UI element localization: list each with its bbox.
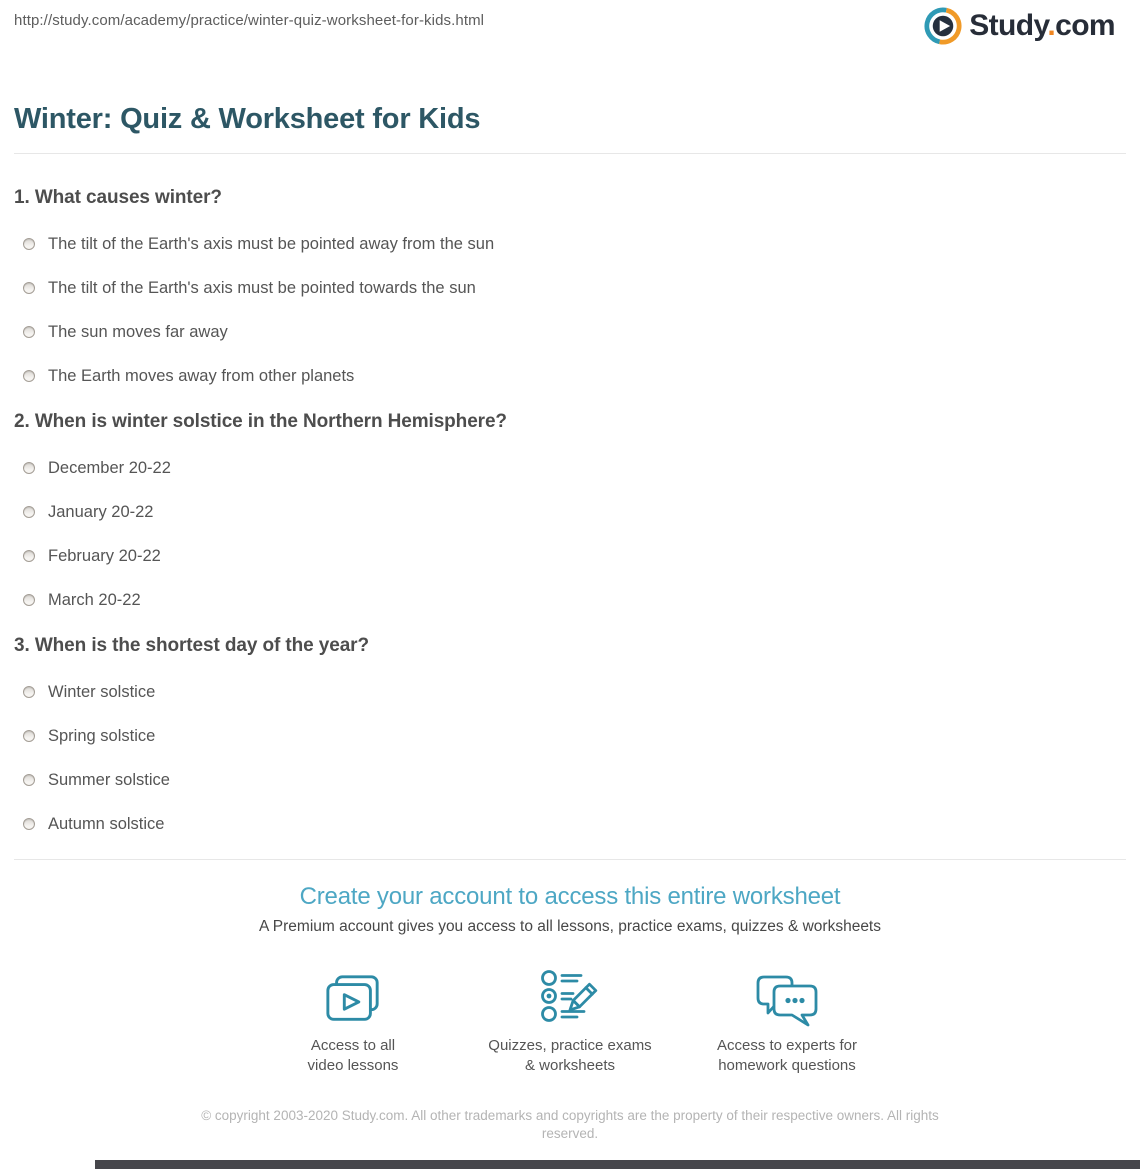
answer-option[interactable] (14, 503, 1126, 521)
radio-button[interactable] (23, 462, 35, 474)
option-label[interactable]: The Earth moves away from other planets (48, 367, 355, 385)
radio-button[interactable] (23, 282, 35, 294)
feature-quizzes-worksheets (462, 971, 679, 1076)
radio-button[interactable] (23, 774, 35, 786)
feature-video-lessons (245, 971, 462, 1076)
answer-option[interactable] (14, 279, 1126, 297)
feature-row (14, 971, 1126, 1076)
option-label[interactable]: Spring solstice (48, 727, 156, 745)
bottom-bar-fragment (95, 1160, 1140, 1169)
create-account-link[interactable]: Create your account to access this entire worksheet (299, 883, 841, 910)
option-label[interactable]: January 20-22 (48, 503, 154, 521)
question-3 (14, 635, 1126, 833)
question-1 (14, 187, 1126, 385)
option-label[interactable]: December 20-22 (48, 459, 171, 477)
logo-dot: . (1047, 9, 1056, 42)
option-label[interactable]: Summer solstice (48, 771, 170, 789)
cta-divider (14, 859, 1126, 860)
answer-option[interactable] (14, 367, 1126, 385)
option-label[interactable]: March 20-22 (48, 591, 141, 609)
question-heading: 2. When is winter solstice in the Northern Hemisphere? (14, 411, 507, 432)
option-label[interactable]: The tilt of the Earth's axis must be pointed towards the sun (48, 279, 476, 297)
radio-button[interactable] (23, 818, 35, 830)
page-header (14, 0, 1126, 58)
question-list (14, 187, 1126, 833)
answer-option[interactable] (14, 235, 1126, 253)
logo-study: Study (969, 9, 1048, 42)
logo-wordmark (969, 9, 1115, 43)
radio-button[interactable] (23, 326, 35, 338)
answer-option[interactable] (14, 683, 1126, 701)
question-heading: 1. What causes winter? (14, 187, 222, 208)
answer-option[interactable] (14, 323, 1126, 341)
answer-option[interactable] (14, 459, 1126, 477)
radio-button[interactable] (23, 506, 35, 518)
page-title: Winter: Quiz & Worksheet for Kids (14, 103, 481, 135)
option-label[interactable]: Autumn solstice (48, 815, 165, 833)
title-divider (14, 153, 1126, 154)
video-lessons-icon (324, 973, 382, 1027)
answer-option[interactable] (14, 591, 1126, 609)
option-label[interactable]: The tilt of the Earth's axis must be pointed away from the sun (48, 235, 495, 253)
chat-bubbles-icon (755, 973, 819, 1027)
radio-button[interactable] (23, 686, 35, 698)
question-heading: 3. When is the shortest day of the year? (14, 635, 369, 656)
copyright-notice: © copyright 2003-2020 Study.com. All other trademarks and copyrights are the property of their respective owners. All rights reserved. (201, 1108, 939, 1141)
page-url: http://study.com/academy/practice/winter-quiz-worksheet-for-kids.html (14, 12, 485, 29)
quiz-pencil-icon (540, 969, 600, 1027)
answer-option[interactable] (14, 547, 1126, 565)
premium-subtitle: A Premium account gives you access to all lessons, practice exams, quizzes & worksheets (259, 918, 881, 935)
option-label[interactable]: The sun moves far away (48, 323, 228, 341)
question-2 (14, 411, 1126, 609)
radio-button[interactable] (23, 550, 35, 562)
feature-label: Access to experts for homework questions (716, 1037, 858, 1074)
study-com-logo[interactable] (924, 7, 1115, 45)
radio-button[interactable] (23, 238, 35, 250)
option-label[interactable]: Winter solstice (48, 683, 156, 701)
radio-button[interactable] (23, 730, 35, 742)
feature-label: Access to all video lessons (307, 1037, 399, 1074)
radio-button[interactable] (23, 594, 35, 606)
option-label[interactable]: February 20-22 (48, 547, 161, 565)
answer-option[interactable] (14, 727, 1126, 745)
radio-button[interactable] (23, 370, 35, 382)
answer-option[interactable] (14, 771, 1126, 789)
feature-label: Quizzes, practice exams & worksheets (488, 1037, 652, 1074)
logo-com: com (1055, 9, 1115, 42)
feature-expert-help (679, 971, 896, 1076)
play-logo-icon (924, 7, 962, 45)
answer-option[interactable] (14, 815, 1126, 833)
